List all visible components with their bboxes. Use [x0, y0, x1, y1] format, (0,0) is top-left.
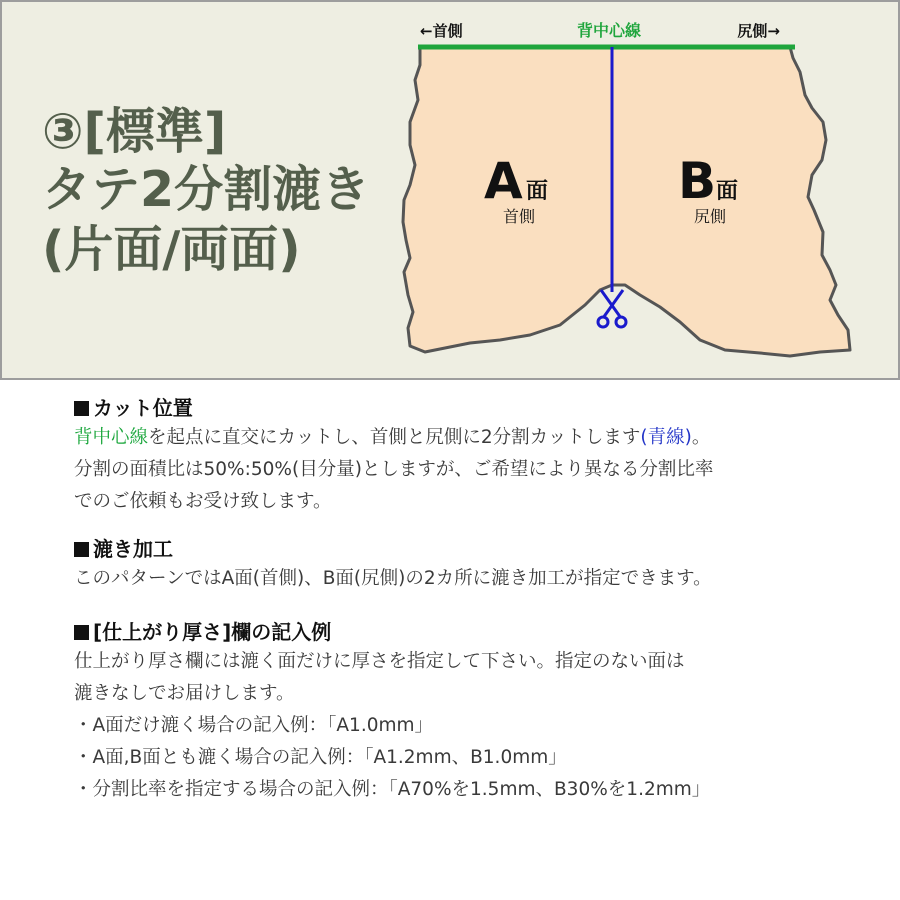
side-b-letter: B: [678, 152, 717, 210]
side-a-sublabel: 首側: [502, 207, 536, 226]
scissors-icon: [598, 290, 626, 327]
spine-line-label: 背中心線: [576, 21, 642, 40]
hide-split-diagram: [0, 0, 900, 380]
thickness-example-heading: [仕上がり厚さ]欄の記入例: [74, 616, 331, 645]
skive-heading: 漉き加工: [74, 533, 173, 562]
pattern-number-title: ③[標準]: [42, 103, 227, 160]
example-item: ・分割比率を指定する場合の記入例：「A70%を1.5mm、B30%を1.2mm」: [74, 779, 711, 800]
thickness-example-line-1: 仕上がり厚さ欄には漉く面だけに厚さを指定して下さい。指定のない面は: [74, 651, 685, 672]
side-a-suffix: 面: [526, 179, 549, 204]
side-a-letter: A: [484, 152, 523, 210]
example-item: ・A面だけ漉く場合の記入例：「A1.0mm」: [74, 715, 434, 736]
pattern-name-title: タテ2分割漉き: [42, 161, 371, 218]
thickness-example-line-2: 漉きなしでお届けします。: [74, 683, 295, 704]
bullet-square-icon: [74, 542, 89, 557]
pattern-side-title: (片面/両面): [42, 221, 301, 278]
skive-line-1: このパターンではA面(首側)、B面(尻側)の2カ所に漉き加工が指定できます。: [74, 568, 712, 589]
leather-hide-shape: [403, 47, 850, 356]
side-b-suffix: 面: [716, 179, 739, 204]
tail-side-label: 尻側→: [737, 22, 780, 40]
cut-position-line-2: 分割の面積比は50%:50%(目分量)としますが、ご希望により異なる分割比率: [74, 459, 714, 480]
cut-position-line-3: でのご依頼もお受け致します。: [74, 491, 332, 512]
neck-side-label: ←首側: [420, 22, 463, 40]
cut-position-line-1: 背中心線を起点に直交にカットし、首側と尻側に2分割カットします(青線)。: [74, 427, 711, 448]
cut-position-heading: カット位置: [74, 392, 193, 421]
bullet-square-icon: [74, 401, 89, 416]
bullet-square-icon: [74, 625, 89, 640]
side-b-sublabel: 尻側: [693, 207, 727, 226]
example-item: ・A面,B面とも漉く場合の記入例：「A1.2mm、B1.0mm」: [74, 747, 567, 768]
